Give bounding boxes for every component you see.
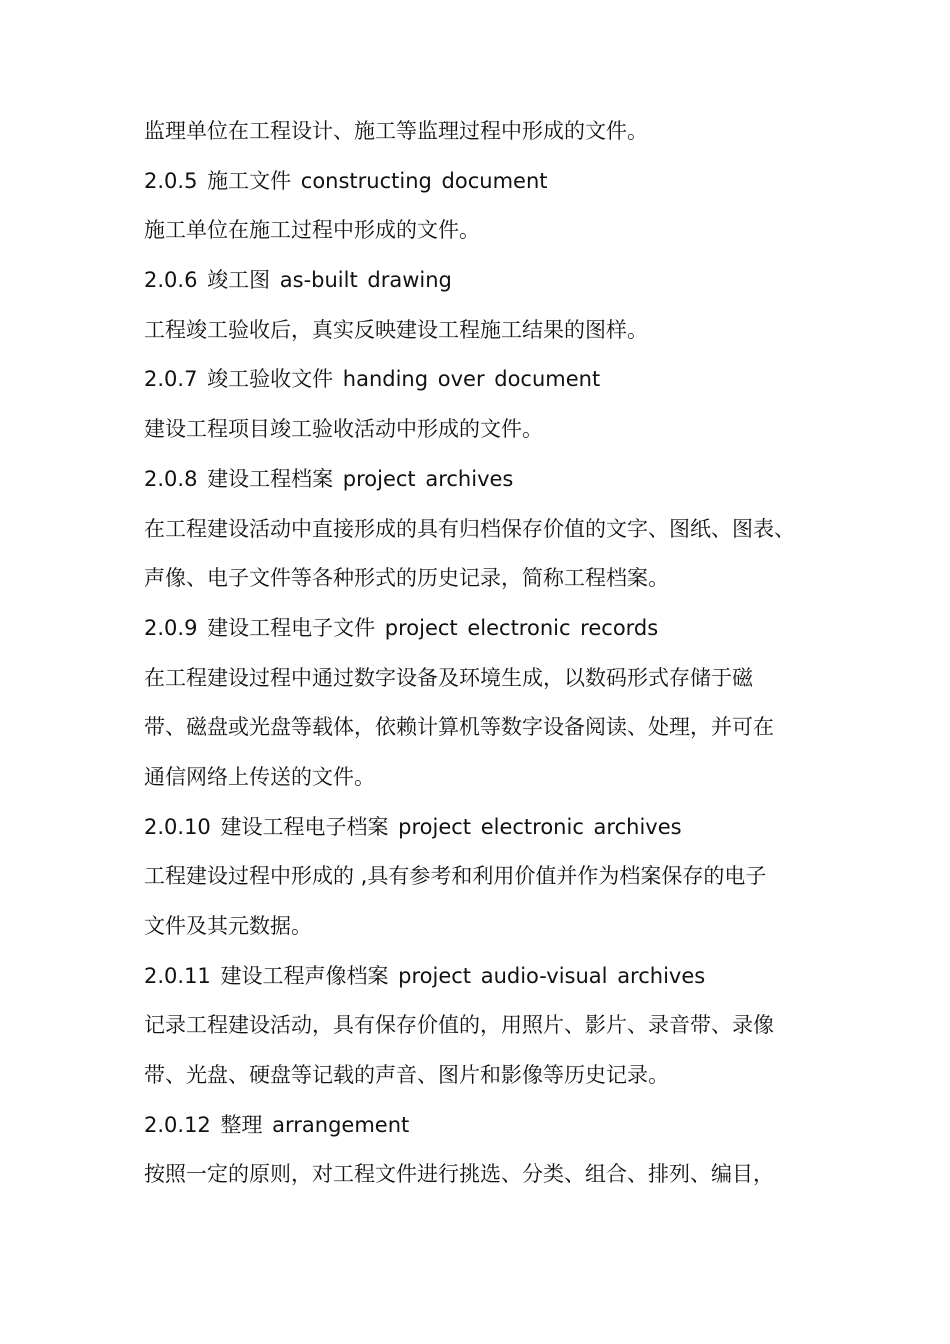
body-line: 带、磁盘或光盘等载体，依赖计算机等数字设备阅读、处理，并可在 <box>144 715 774 740</box>
term-heading-2-0-10: 2.0.10 建设工程电子档案 project electronic archives <box>144 814 682 839</box>
body-line: 施工单位在施工过程中形成的文件。 <box>144 218 480 243</box>
term-heading-2-0-8: 2.0.8 建设工程档案 project archives <box>144 466 514 491</box>
body-line: 通信网络上传送的文件。 <box>144 764 375 789</box>
term-heading-2-0-6: 2.0.6 竣工图 as-built drawing <box>144 268 452 293</box>
document-body <box>144 107 824 1200</box>
body-line: 建设工程项目竣工验收活动中形成的文件。 <box>144 417 543 442</box>
body-line: 按照一定的原则，对工程文件进行挑选、分类、组合、排列、编目， <box>144 1162 774 1187</box>
term-heading-2-0-7: 2.0.7 竣工验收文件 handing over document <box>144 367 601 392</box>
term-heading-2-0-12: 2.0.12 整理 arrangement <box>144 1112 410 1137</box>
body-line: 工程建设过程中形成的 ,具有参考和利用价值并作为档案保存的电子 <box>144 864 767 889</box>
body-line: 记录工程建设活动，具有保存价值的，用照片、影片、录音带、录像 <box>144 1013 774 1038</box>
term-heading-2-0-5: 2.0.5 施工文件 constructing document <box>144 168 548 193</box>
term-heading-2-0-11: 2.0.11 建设工程声像档案 project audio-visual archives <box>144 963 706 988</box>
body-line: 带、光盘、硬盘等记载的声音、图片和影像等历史记录。 <box>144 1063 669 1088</box>
body-line: 声像、电子文件等各种形式的历史记录，简称工程档案。 <box>144 566 669 591</box>
body-line: 在工程建设过程中通过数字设备及环境生成，以数码形式存储于磁 <box>144 665 753 690</box>
body-line: 监理单位在工程设计、施工等监理过程中形成的文件。 <box>144 119 648 143</box>
term-heading-2-0-9: 2.0.9 建设工程电子文件 project electronic records <box>144 615 659 640</box>
body-line: 工程竣工验收后，真实反映建设工程施工结果的图样。 <box>144 317 648 342</box>
body-line: 在工程建设活动中直接形成的具有归档保存价值的文字、图纸、图表、 <box>144 516 795 541</box>
body-line: 文件及其元数据。 <box>144 914 312 938</box>
